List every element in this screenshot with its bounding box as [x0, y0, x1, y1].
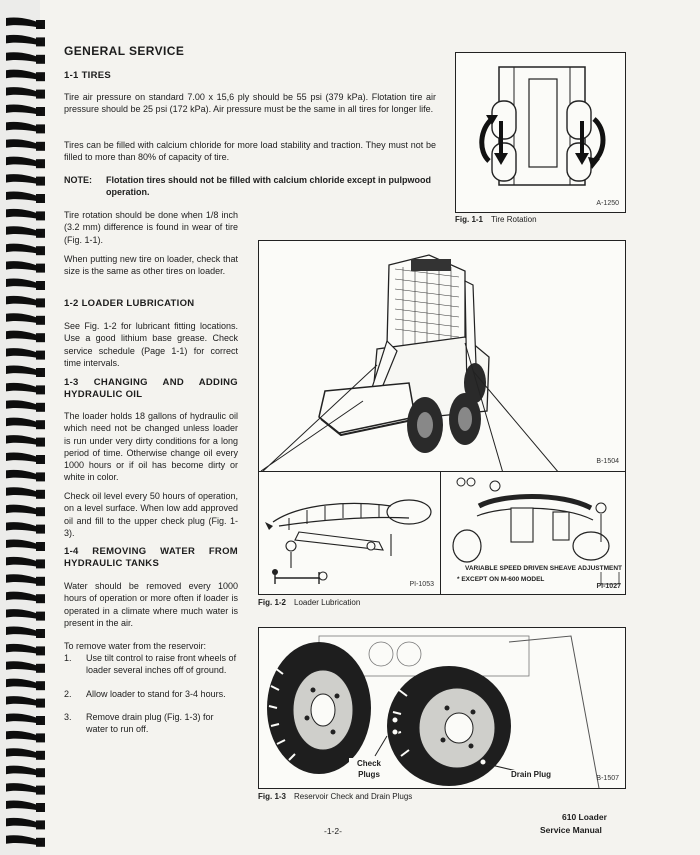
figure-lubrication-detail-right — [440, 471, 626, 595]
figure-caption-1-1 — [455, 215, 537, 224]
figure-caption-1-3 — [258, 792, 412, 801]
footer-manual: Service Manual — [540, 825, 602, 835]
figure-number: Fig. 1-3 — [258, 792, 287, 801]
step-text: Use tilt control to raise front wheels of loader several inches off of ground. — [86, 653, 237, 676]
figure-caption-text: Loader Lubrication — [294, 598, 361, 607]
page-number: -1-2- — [324, 826, 342, 836]
reservoir-drawing — [259, 628, 627, 790]
skid-steer-loader-drawing — [259, 241, 627, 473]
water-steps — [64, 652, 238, 746]
tires-paragraph-3: Tire rotation should be done when 1/8 inch (3.2 mm) difference is found in wear of tire (Fig. 1-1). — [64, 210, 238, 245]
figure-number: Fig. 1-1 — [455, 215, 484, 224]
figure-caption-text: Tire Rotation — [491, 215, 537, 224]
check-plugs-label: Check Plugs — [349, 758, 389, 780]
drain-plug-label: Drain Plug — [511, 770, 552, 779]
page-heading: GENERAL SERVICE — [64, 44, 185, 58]
spiral-binding — [0, 0, 56, 855]
lift-arm-pivot-drawing — [259, 472, 442, 596]
figure-id: B-1504 — [596, 458, 619, 465]
step-number: 3. — [64, 711, 72, 722]
step-number: 2. — [64, 688, 72, 699]
note-label: NOTE: — [64, 175, 92, 185]
footer-model: 610 Loader — [562, 812, 607, 822]
figure-tire-rotation — [455, 52, 626, 213]
step-text: Remove drain plug (Fig. 1-3) for water to run off. — [86, 711, 214, 735]
rear-right-tire — [567, 143, 591, 181]
front-right-tire — [567, 101, 591, 139]
figure-caption-1-2 — [258, 598, 360, 607]
front-left-tire — [492, 101, 516, 139]
step-item — [64, 688, 238, 700]
section-title-hydraulic-oil: 1-3 CHANGING AND ADDING HYDRAULIC OIL — [64, 377, 238, 400]
figure-lubrication-detail-left — [258, 471, 441, 595]
sheave-adjustment-label: VARIABLE SPEED DRIVEN SHEAVE ADJUSTMENT — [465, 565, 622, 572]
tires-paragraph-4: When putting new tire on loader, check that size is the same as other tires on loader. — [64, 254, 238, 277]
water-paragraph-1: Water should be removed every 1000 hours of operation or more often if loader is operated in a climate where much water is present in the air. — [64, 581, 238, 628]
tire-rotation-drawing — [456, 53, 627, 214]
figure-id: A-1250 — [596, 200, 619, 207]
lubrication-paragraph: See Fig. 1-2 for lubricant fitting locations. Use a good lithium base grease. Check service schedule (Page 1-1) for correct time intervals. — [64, 321, 238, 368]
oil-paragraph-2: Check oil level every 50 hours of operation, on a level surface. When low add approved oil and fill to the upper check plug (Fig. 1-3). — [64, 491, 238, 538]
oil-paragraph-1: The loader holds 18 gallons of hydraulic oil which need not be changed unless loader is run under very dirty conditions for a long period of time. Otherwise change oil every 1000 hours or if oil has become dirty or white in color. — [64, 411, 238, 483]
section-title-removing-water: 1-4 REMOVING WATER FROM HYDRAULIC TANKS — [64, 546, 238, 569]
figure-id: PI-1027 — [596, 583, 621, 590]
step-item — [64, 711, 238, 736]
step-number: 1. — [64, 653, 72, 663]
figure-loader-lubrication — [258, 240, 626, 472]
tires-paragraph-2: Tires can be filled with calcium chloride for more load stability and traction. They must not be filled to more than 80% of capacity of tire. — [64, 140, 436, 163]
figure-caption-text: Reservoir Check and Drain Plugs — [294, 792, 413, 801]
model-exception-label: * EXCEPT ON M-600 MODEL — [457, 576, 545, 583]
figure-reservoir-plugs — [258, 627, 626, 789]
note-text: Flotation tires should not be filled with calcium chloride except in pulpwood operation. — [106, 175, 432, 198]
figure-id: B-1507 — [596, 775, 619, 782]
steps-list — [64, 652, 238, 735]
step-item — [64, 652, 238, 677]
figure-id: PI-1053 — [409, 581, 434, 588]
tires-paragraph-1: Tire air pressure on standard 7.00 x 15,6 ply should be 55 psi (379 kPa). Flotation tire air pressure should be 25 psi (172 kPa). Air pressure must be the same in all tires for longer life. — [64, 92, 436, 115]
tires-note — [64, 174, 436, 199]
figure-number: Fig. 1-2 — [258, 598, 287, 607]
section-title-lubrication: 1-2 LOADER LUBRICATION — [64, 298, 195, 309]
water-paragraph-2: To remove water from the reservoir: — [64, 641, 207, 651]
step-text: Allow loader to stand for 3-4 hours. — [86, 688, 226, 699]
rear-left-tire — [492, 143, 516, 181]
section-title-tires: 1-1 TIRES — [64, 70, 112, 81]
